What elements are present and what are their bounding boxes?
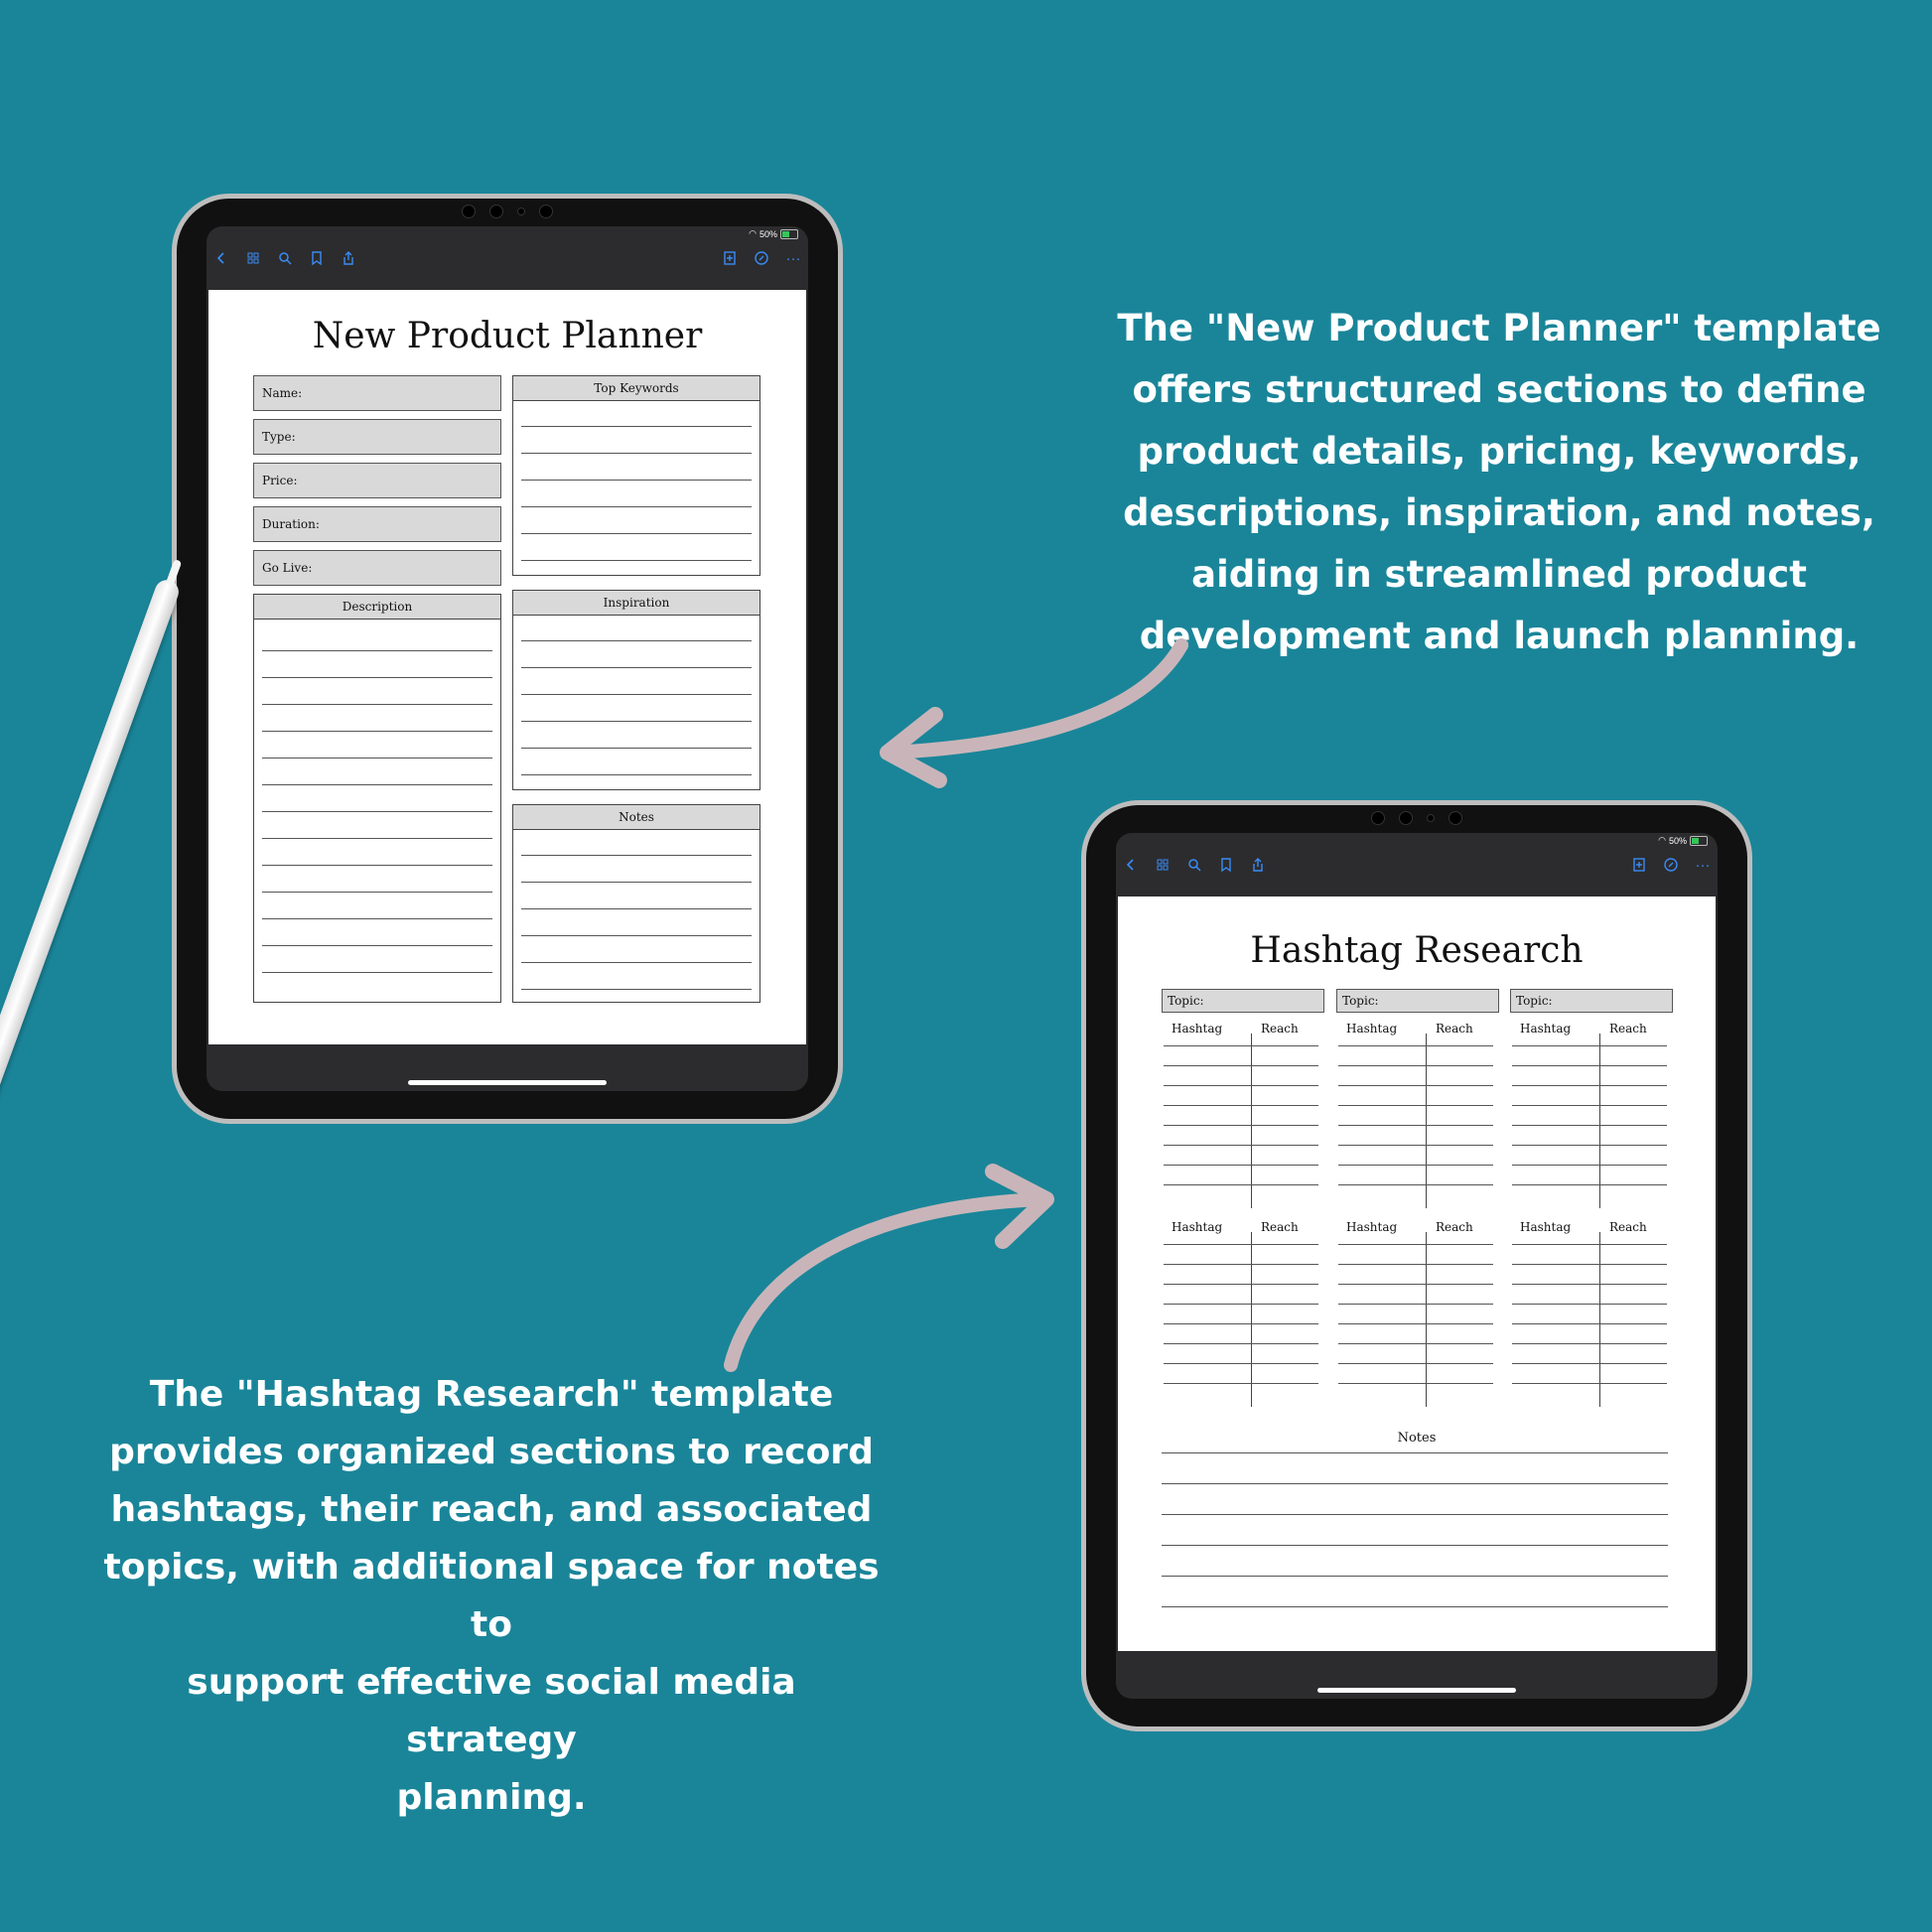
search-icon[interactable]	[1185, 857, 1203, 875]
column-divider	[1251, 1034, 1252, 1208]
hashtag-entry-line[interactable]	[1512, 1244, 1667, 1245]
app-toolbar	[1116, 849, 1718, 885]
field-duration[interactable]: Duration:	[253, 506, 501, 542]
field-name[interactable]: Name:	[253, 375, 501, 411]
tablet-screen	[1116, 833, 1718, 1699]
planner-page	[208, 290, 806, 1044]
column-divider	[1426, 1034, 1427, 1208]
share-icon[interactable]	[340, 250, 357, 268]
column-divider	[1599, 1034, 1600, 1208]
hashtag-entry-line[interactable]	[1338, 1065, 1493, 1066]
tablet-product-planner	[172, 194, 843, 1124]
column-divider	[1599, 1232, 1600, 1407]
hashtag-entry-line[interactable]	[1512, 1184, 1667, 1185]
battery-icon	[780, 229, 798, 239]
hashtag-entry-line[interactable]	[1338, 1125, 1493, 1126]
hashtag-entry-line[interactable]	[1512, 1125, 1667, 1126]
back-icon[interactable]	[1122, 857, 1140, 875]
top-keywords-heading: Top Keywords	[513, 376, 759, 401]
hashtag-entry-line[interactable]	[1164, 1363, 1318, 1364]
bookmark-icon[interactable]	[1217, 857, 1235, 875]
grid-icon[interactable]	[1154, 857, 1172, 875]
hashtag-entry-line[interactable]	[1512, 1145, 1667, 1146]
hashtag-entry-line[interactable]	[1338, 1184, 1493, 1185]
tablet-screen	[207, 226, 808, 1091]
description-box[interactable]	[253, 594, 501, 1003]
reach-column-label: Reach	[1609, 1220, 1647, 1234]
tablet-hashtag-research	[1081, 800, 1752, 1731]
hashtag-column-label: Hashtag	[1346, 1220, 1398, 1234]
hashtag-entry-line[interactable]	[1164, 1065, 1318, 1066]
hashtag-entry-line[interactable]	[1338, 1145, 1493, 1146]
hashtag-entry-line[interactable]	[1164, 1145, 1318, 1146]
search-icon[interactable]	[276, 250, 294, 268]
hashtag-entry-line[interactable]	[1338, 1343, 1493, 1344]
hashtag-entry-line[interactable]	[1164, 1165, 1318, 1166]
hashtag-entry-line[interactable]	[1512, 1323, 1667, 1324]
hashtag-entry-line[interactable]	[1338, 1244, 1493, 1245]
arrow-to-planner	[874, 635, 1201, 794]
back-icon[interactable]	[212, 250, 230, 268]
notes-heading: Notes	[1397, 1431, 1437, 1446]
hashtag-entry-line[interactable]	[1512, 1304, 1667, 1305]
wifi-icon: ◠	[1658, 835, 1666, 845]
topic-field-1[interactable]: Topic:	[1162, 989, 1324, 1013]
arrow-to-hashtag	[715, 1162, 1062, 1380]
inspiration-box[interactable]	[512, 590, 760, 790]
hashtag-column-label: Hashtag	[1520, 1220, 1572, 1234]
app-toolbar	[207, 242, 808, 278]
hashtag-entry-line[interactable]	[1164, 1045, 1318, 1046]
planner-caption: The "New Product Planner" template offers structured sections to define product details, pricing, keywords, descriptions, inspiration, and notes, aiding in streamlined product development and launch planning.	[1117, 307, 1881, 657]
hashtag-entry-line[interactable]	[1338, 1045, 1493, 1046]
hashtag-caption: The "Hashtag Research" template provides organized sections to record hashtags, their reach, and associated topics, with additional space for notes to support effective social media strategy planning.	[103, 1374, 880, 1818]
stylus-pencil	[0, 577, 182, 1126]
hashtag-column-label: Hashtag	[1520, 1022, 1572, 1035]
hashtag-entry-line[interactable]	[1512, 1105, 1667, 1106]
hashtag-column-label: Hashtag	[1346, 1022, 1398, 1035]
wifi-icon: ◠	[749, 228, 757, 238]
field-go-live[interactable]: Go Live:	[253, 550, 501, 586]
hashtag-entry-line[interactable]	[1338, 1304, 1493, 1305]
page-title: Hashtag Research	[1250, 930, 1584, 971]
hashtag-entry-line[interactable]	[1338, 1085, 1493, 1086]
more-icon[interactable]: ···	[1695, 857, 1711, 874]
hashtag-entry-line[interactable]	[1164, 1383, 1318, 1384]
notes-box[interactable]	[512, 804, 760, 1003]
hashtag-entry-line[interactable]	[1512, 1264, 1667, 1265]
more-icon[interactable]: ···	[785, 250, 801, 267]
top-keywords-box[interactable]	[512, 375, 760, 576]
hashtag-entry-line[interactable]	[1338, 1105, 1493, 1106]
hashtag-entry-line[interactable]	[1338, 1363, 1493, 1364]
topic-field-3[interactable]: Topic:	[1510, 989, 1673, 1013]
home-indicator[interactable]	[1317, 1688, 1516, 1693]
hashtag-entry-line[interactable]	[1164, 1284, 1318, 1285]
hashtag-entry-line[interactable]	[1164, 1264, 1318, 1265]
column-divider	[1251, 1232, 1252, 1407]
hashtag-entry-line[interactable]	[1164, 1125, 1318, 1126]
reach-column-label: Reach	[1261, 1022, 1299, 1035]
hashtag-entry-line[interactable]	[1512, 1284, 1667, 1285]
hashtag-entry-line[interactable]	[1164, 1085, 1318, 1086]
battery-percent: 50%	[1668, 835, 1687, 846]
hashtag-entry-line[interactable]	[1164, 1323, 1318, 1324]
add-page-icon[interactable]	[1630, 857, 1648, 875]
status-bar	[749, 228, 798, 239]
pen-icon[interactable]	[1662, 857, 1680, 875]
hashtag-column-label: Hashtag	[1172, 1022, 1223, 1035]
camera-bar	[1371, 811, 1462, 825]
hashtag-entry-line[interactable]	[1338, 1323, 1493, 1324]
hashtag-entry-line[interactable]	[1164, 1244, 1318, 1245]
hashtag-entry-line[interactable]	[1338, 1165, 1493, 1166]
hashtag-entry-line[interactable]	[1338, 1284, 1493, 1285]
field-type[interactable]: Type:	[253, 419, 501, 455]
hashtag-entry-line[interactable]	[1164, 1184, 1318, 1185]
hashtag-entry-line[interactable]	[1338, 1264, 1493, 1265]
description-heading: Description	[254, 595, 500, 620]
battery-icon	[1690, 836, 1708, 846]
reach-column-label: Reach	[1436, 1220, 1473, 1234]
hashtag-entry-line[interactable]	[1512, 1045, 1667, 1046]
pen-icon[interactable]	[753, 250, 770, 268]
battery-percent: 50%	[759, 228, 777, 239]
home-indicator[interactable]	[408, 1080, 607, 1085]
topic-field-2[interactable]: Topic:	[1336, 989, 1499, 1013]
inspiration-heading: Inspiration	[513, 591, 759, 616]
hashtag-entry-line[interactable]	[1164, 1343, 1318, 1344]
column-divider	[1426, 1232, 1427, 1407]
hashtag-entry-line[interactable]	[1512, 1085, 1667, 1086]
hashtag-entry-line[interactable]	[1512, 1343, 1667, 1344]
bookmark-icon[interactable]	[308, 250, 326, 268]
hashtag-column-label: Hashtag	[1172, 1220, 1223, 1234]
reach-column-label: Reach	[1261, 1220, 1299, 1234]
reach-column-label: Reach	[1436, 1022, 1473, 1035]
share-icon[interactable]	[1249, 857, 1267, 875]
page-title: New Product Planner	[312, 316, 703, 356]
camera-bar	[462, 205, 553, 218]
notes-heading: Notes	[513, 805, 759, 830]
reach-column-label: Reach	[1609, 1022, 1647, 1035]
hashtag-entry-line[interactable]	[1512, 1383, 1667, 1384]
grid-icon[interactable]	[244, 250, 262, 268]
hashtag-entry-line[interactable]	[1512, 1363, 1667, 1364]
hashtag-entry-line[interactable]	[1164, 1304, 1318, 1305]
add-page-icon[interactable]	[721, 250, 739, 268]
hashtag-entry-line[interactable]	[1164, 1105, 1318, 1106]
field-price[interactable]: Price:	[253, 463, 501, 498]
hashtag-entry-line[interactable]	[1338, 1383, 1493, 1384]
hashtag-entry-line[interactable]	[1512, 1165, 1667, 1166]
status-bar	[1658, 835, 1708, 846]
hashtag-entry-line[interactable]	[1512, 1065, 1667, 1066]
hashtag-page	[1118, 897, 1716, 1651]
